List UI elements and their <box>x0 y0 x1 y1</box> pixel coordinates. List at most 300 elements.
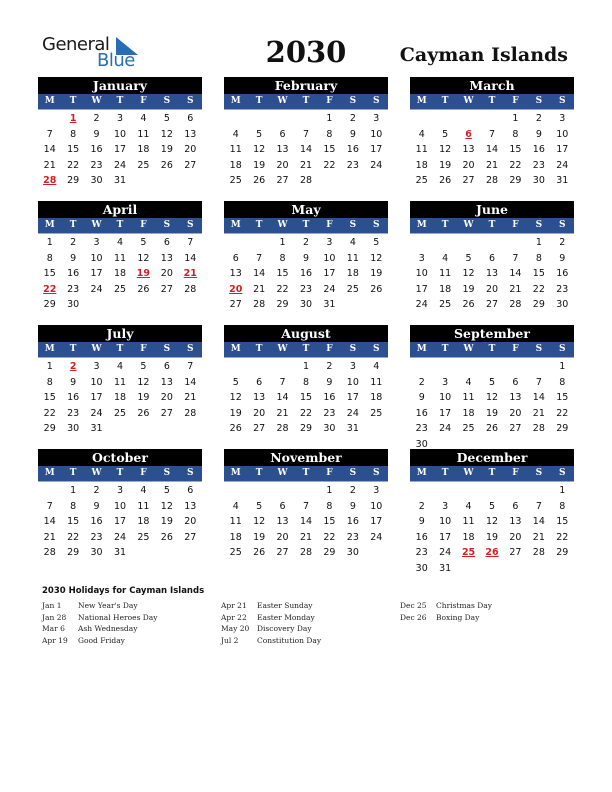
day-cell: 27 <box>485 299 499 310</box>
day-cell: 6 <box>163 237 170 248</box>
month-february <box>224 77 388 189</box>
day-cell: 5 <box>465 252 472 264</box>
day-cell: 22 <box>43 407 56 419</box>
day-cell: 18 <box>137 144 150 155</box>
holiday-row <box>400 613 492 625</box>
weekday-label: W <box>91 220 102 230</box>
month-may <box>224 201 388 313</box>
day-cell: 1 <box>559 361 566 372</box>
day-cell: 1 <box>279 237 286 248</box>
day-grid <box>38 234 202 313</box>
day-cell: 13 <box>184 500 197 512</box>
day-cell: 4 <box>465 376 472 388</box>
day-cell: 5 <box>140 361 147 372</box>
empty-cell <box>410 235 433 251</box>
day-cell: 22 <box>323 159 336 171</box>
weekday-label: T <box>116 220 124 230</box>
day-cell: 7 <box>535 500 542 512</box>
holiday-row <box>221 613 321 625</box>
weekday-label: T <box>69 468 77 478</box>
day-cell: 13 <box>160 376 173 388</box>
day-grid <box>224 110 388 189</box>
weekday-label: M <box>230 220 241 230</box>
weekday-label: M <box>44 468 55 478</box>
day-cell: 24 <box>370 531 383 543</box>
day-cell: 23 <box>415 547 428 558</box>
day-cell: 13 <box>184 128 197 140</box>
weekday-label: S <box>373 344 380 354</box>
day-cell: 10 <box>323 252 336 264</box>
day-cell: 21 <box>184 392 197 403</box>
day-cell: 1 <box>559 485 566 496</box>
empty-cell <box>457 111 480 127</box>
day-cell: 29 <box>276 299 289 310</box>
day-cell: 12 <box>485 392 499 403</box>
day-cell: 25 <box>137 531 150 543</box>
day-cell: 19 <box>253 159 266 171</box>
day-cell: 21 <box>43 531 56 543</box>
day-cell: 9 <box>418 392 425 403</box>
empty-cell <box>433 483 456 499</box>
day-cell: 18 <box>346 268 359 279</box>
day-cell: 13 <box>485 268 499 279</box>
holiday-day-cell: 1 <box>69 113 77 124</box>
weekday-label: F <box>140 344 147 354</box>
day-cell: 21 <box>43 159 56 171</box>
weekday-label: W <box>463 468 474 478</box>
day-cell: 19 <box>253 531 266 543</box>
day-cell: 3 <box>418 252 425 264</box>
day-cell: 20 <box>184 516 197 527</box>
day-cell: 12 <box>485 516 499 527</box>
day-cell: 14 <box>184 376 197 388</box>
month-july <box>38 325 202 437</box>
holiday-day-cell: 6 <box>465 128 472 140</box>
day-cell: 23 <box>90 531 103 543</box>
month-title: December <box>410 449 574 466</box>
empty-cell <box>224 235 247 251</box>
holiday-row <box>221 624 321 636</box>
weekday-label: F <box>512 96 519 106</box>
day-cell: 15 <box>323 144 336 155</box>
weekday-header <box>224 466 388 482</box>
holiday-name: Ash Wednesday <box>78 624 138 633</box>
holiday-day-cell: 2 <box>69 361 77 372</box>
day-cell: 19 <box>160 144 173 155</box>
month-september <box>410 325 574 452</box>
day-grid <box>224 234 388 313</box>
day-cell: 18 <box>113 268 127 279</box>
day-cell: 3 <box>349 361 356 372</box>
holiday-day-cell: 25 <box>461 547 476 558</box>
day-cell: 15 <box>276 268 289 279</box>
day-cell: 30 <box>299 299 313 310</box>
month-title: January <box>38 77 202 94</box>
empty-cell <box>433 235 456 251</box>
weekday-label: W <box>277 96 288 106</box>
weekday-header <box>38 94 202 110</box>
day-cell: 8 <box>70 128 77 140</box>
day-cell: 17 <box>370 516 383 527</box>
day-cell: 22 <box>323 531 336 543</box>
empty-cell <box>480 483 503 499</box>
holiday-row <box>42 601 158 613</box>
day-cell: 3 <box>442 376 449 388</box>
day-cell: 24 <box>439 423 452 434</box>
day-cell: 9 <box>326 376 333 388</box>
day-cell: 20 <box>509 407 522 419</box>
holiday-name: Constitution Day <box>257 635 322 645</box>
empty-cell <box>504 235 527 251</box>
day-cell: 2 <box>349 485 356 496</box>
day-grid <box>224 358 388 437</box>
holiday-day-cell: 21 <box>183 268 197 279</box>
weekday-label: W <box>91 468 102 478</box>
empty-cell <box>410 111 433 127</box>
day-cell: 4 <box>418 128 425 140</box>
holiday-day-cell: 20 <box>229 283 243 295</box>
day-cell: 28 <box>253 299 266 310</box>
day-cell: 31 <box>346 423 359 434</box>
weekday-label: T <box>488 220 496 230</box>
day-cell: 15 <box>67 144 80 155</box>
day-cell: 12 <box>229 392 242 403</box>
weekday-label: S <box>559 344 566 354</box>
day-cell: 20 <box>253 407 266 419</box>
day-cell: 3 <box>326 237 333 248</box>
day-cell: 6 <box>279 128 286 140</box>
day-cell: 27 <box>462 175 475 186</box>
day-cell: 25 <box>346 283 359 295</box>
day-cell: 27 <box>160 407 173 419</box>
day-cell: 3 <box>116 485 124 496</box>
day-cell: 25 <box>229 547 242 558</box>
day-cell: 10 <box>90 376 103 388</box>
weekday-label: T <box>69 96 77 106</box>
day-grid <box>410 358 574 452</box>
weekday-label: T <box>255 468 263 478</box>
weekday-label: S <box>373 220 380 230</box>
day-cell: 7 <box>512 252 519 264</box>
day-cell: 6 <box>163 361 170 372</box>
day-cell: 16 <box>415 407 428 419</box>
day-cell: 23 <box>299 283 313 295</box>
day-cell: 11 <box>370 376 383 388</box>
day-cell: 30 <box>90 175 103 186</box>
weekday-label: W <box>91 344 102 354</box>
day-cell: 20 <box>276 531 289 543</box>
weekday-label: T <box>441 96 449 106</box>
empty-cell <box>224 359 247 375</box>
day-cell: 9 <box>302 252 310 264</box>
weekday-header <box>410 342 574 358</box>
day-cell: 22 <box>532 283 545 295</box>
day-cell: 14 <box>184 252 197 264</box>
day-cell: 3 <box>373 485 380 496</box>
weekday-label: M <box>44 220 55 230</box>
day-cell: 12 <box>370 252 383 264</box>
day-cell: 16 <box>90 144 103 155</box>
day-cell: 3 <box>116 113 124 124</box>
day-cell: 7 <box>187 237 194 248</box>
holiday-row <box>42 624 158 636</box>
holiday-date: Dec 25 <box>400 601 427 610</box>
weekday-label: T <box>69 344 77 354</box>
day-cell: 9 <box>559 252 566 264</box>
day-cell: 22 <box>67 159 80 171</box>
day-cell: 31 <box>323 299 336 310</box>
day-cell: 15 <box>299 392 313 403</box>
weekday-label: F <box>512 468 519 478</box>
weekday-label: F <box>512 344 519 354</box>
months-grid <box>38 77 575 574</box>
day-cell: 23 <box>415 423 428 434</box>
day-cell: 30 <box>415 562 428 574</box>
day-cell: 5 <box>442 128 449 140</box>
day-cell: 31 <box>113 175 127 186</box>
empty-cell <box>271 359 294 375</box>
day-cell: 20 <box>462 159 475 171</box>
holiday-date: May 20 <box>221 624 250 633</box>
month-april <box>38 201 202 313</box>
weekday-label: T <box>255 96 263 106</box>
day-cell: 8 <box>46 376 53 388</box>
day-cell: 20 <box>276 159 289 171</box>
weekday-header <box>224 218 388 234</box>
day-cell: 12 <box>137 376 150 388</box>
day-cell: 27 <box>160 283 173 295</box>
day-cell: 30 <box>90 547 103 558</box>
day-cell: 16 <box>346 516 359 527</box>
day-cell: 4 <box>116 237 124 248</box>
day-cell: 29 <box>67 175 80 186</box>
day-cell: 29 <box>67 547 80 558</box>
day-grid <box>38 110 202 189</box>
day-cell: 18 <box>439 283 452 295</box>
weekday-label: S <box>373 468 380 478</box>
day-cell: 5 <box>232 376 239 388</box>
day-cell: 18 <box>229 531 242 543</box>
empty-cell <box>457 483 480 499</box>
day-cell: 2 <box>418 500 425 512</box>
day-cell: 29 <box>323 547 336 558</box>
day-cell: 10 <box>556 128 569 140</box>
weekday-header <box>38 342 202 358</box>
day-cell: 8 <box>70 500 77 512</box>
day-cell: 5 <box>488 500 496 512</box>
day-cell: 26 <box>370 283 383 295</box>
day-cell: 21 <box>532 407 545 419</box>
day-cell: 27 <box>276 175 289 186</box>
weekday-label: S <box>163 468 171 478</box>
day-cell: 26 <box>253 175 266 186</box>
day-cell: 30 <box>323 423 336 434</box>
day-cell: 25 <box>137 159 150 171</box>
day-cell: 19 <box>229 407 242 419</box>
weekday-label: F <box>140 468 147 478</box>
day-cell: 10 <box>346 376 359 388</box>
day-cell: 28 <box>276 423 289 434</box>
weekday-label: F <box>140 220 147 230</box>
day-cell: 23 <box>90 159 103 171</box>
day-cell: 1 <box>535 237 542 248</box>
empty-cell <box>480 359 503 375</box>
day-cell: 15 <box>532 268 545 279</box>
weekday-label: T <box>116 344 124 354</box>
month-title: November <box>224 449 388 466</box>
day-cell: 17 <box>113 516 127 527</box>
month-title: May <box>224 201 388 218</box>
month-title: July <box>38 325 202 342</box>
day-cell: 19 <box>439 159 452 171</box>
day-cell: 31 <box>556 175 569 186</box>
day-cell: 9 <box>418 516 425 527</box>
day-cell: 1 <box>326 113 333 124</box>
day-cell: 26 <box>485 423 499 434</box>
day-cell: 2 <box>93 485 100 496</box>
day-cell: 11 <box>113 376 127 388</box>
holiday-day-cell: 28 <box>43 175 57 186</box>
weekday-header <box>224 342 388 358</box>
holiday-day-cell: 19 <box>136 268 151 279</box>
day-cell: 6 <box>256 376 263 388</box>
day-cell: 25 <box>439 299 452 310</box>
day-cell: 8 <box>326 128 333 140</box>
day-cell: 2 <box>302 237 310 248</box>
day-cell: 16 <box>346 144 359 155</box>
weekday-label: S <box>187 468 194 478</box>
day-cell: 12 <box>160 500 173 512</box>
month-title: March <box>410 77 574 94</box>
day-cell: 17 <box>90 268 103 279</box>
day-cell: 16 <box>556 268 569 279</box>
month-title: October <box>38 449 202 466</box>
day-cell: 3 <box>559 113 566 124</box>
weekday-label: M <box>44 344 55 354</box>
day-cell: 23 <box>556 283 569 295</box>
holiday-column <box>400 601 492 624</box>
weekday-label: M <box>230 468 241 478</box>
day-cell: 26 <box>137 283 150 295</box>
day-cell: 7 <box>302 500 310 512</box>
weekday-label: S <box>349 344 357 354</box>
day-cell: 25 <box>415 175 428 186</box>
day-cell: 24 <box>323 283 336 295</box>
day-cell: 4 <box>232 500 239 512</box>
day-cell: 24 <box>90 283 103 295</box>
month-october <box>38 449 202 561</box>
day-cell: 7 <box>302 128 310 140</box>
day-cell: 30 <box>67 423 80 434</box>
day-cell: 27 <box>184 159 197 171</box>
weekday-label: S <box>559 468 566 478</box>
day-cell: 8 <box>302 376 310 388</box>
day-cell: 16 <box>90 516 103 527</box>
holiday-row <box>400 601 492 613</box>
day-cell: 5 <box>256 500 263 512</box>
day-cell: 8 <box>559 500 566 512</box>
day-grid <box>410 482 574 576</box>
day-cell: 18 <box>229 159 242 171</box>
weekday-header <box>38 218 202 234</box>
day-cell: 4 <box>116 361 124 372</box>
empty-cell <box>504 483 527 499</box>
day-cell: 24 <box>556 159 569 171</box>
weekday-label: S <box>163 344 171 354</box>
holiday-row <box>221 601 321 613</box>
day-cell: 29 <box>556 547 569 558</box>
day-cell: 24 <box>439 547 452 558</box>
weekday-label: S <box>163 96 171 106</box>
weekday-label: M <box>230 96 241 106</box>
day-cell: 2 <box>349 113 356 124</box>
empty-cell <box>433 111 456 127</box>
empty-cell <box>247 359 270 375</box>
weekday-label: S <box>187 96 194 106</box>
day-cell: 6 <box>187 485 194 496</box>
country-name: Cayman Islands <box>399 44 568 66</box>
month-title: June <box>410 201 574 218</box>
day-cell: 6 <box>232 252 239 264</box>
day-grid <box>410 234 574 313</box>
day-cell: 12 <box>253 144 266 155</box>
day-cell: 11 <box>137 500 150 512</box>
day-cell: 4 <box>232 128 239 140</box>
day-cell: 9 <box>70 252 77 264</box>
day-cell: 11 <box>137 128 150 140</box>
weekday-label: T <box>255 220 263 230</box>
day-cell: 4 <box>373 361 380 372</box>
day-cell: 7 <box>187 361 194 372</box>
weekday-label: T <box>116 468 124 478</box>
day-cell: 18 <box>462 531 475 543</box>
day-cell: 31 <box>439 562 452 574</box>
day-cell: 14 <box>299 144 313 155</box>
weekday-label: T <box>302 468 310 478</box>
day-cell: 25 <box>113 283 127 295</box>
day-cell: 16 <box>67 392 80 403</box>
day-cell: 12 <box>439 144 452 155</box>
day-cell: 26 <box>137 407 150 419</box>
day-cell: 15 <box>67 516 80 527</box>
day-cell: 27 <box>184 531 197 543</box>
day-cell: 3 <box>93 237 100 248</box>
empty-cell <box>457 359 480 375</box>
day-cell: 1 <box>512 113 519 124</box>
day-cell: 20 <box>184 144 197 155</box>
day-cell: 21 <box>485 159 499 171</box>
day-cell: 7 <box>256 252 263 264</box>
day-cell: 10 <box>439 392 452 403</box>
month-title: February <box>224 77 388 94</box>
weekday-label: S <box>535 220 543 230</box>
day-cell: 25 <box>370 407 383 419</box>
day-cell: 16 <box>299 268 313 279</box>
empty-cell <box>294 483 317 499</box>
day-cell: 28 <box>509 299 522 310</box>
day-cell: 14 <box>532 392 545 403</box>
day-cell: 14 <box>43 144 56 155</box>
day-cell: 1 <box>46 361 53 372</box>
day-cell: 14 <box>532 516 545 527</box>
day-grid <box>410 110 574 189</box>
holiday-name: Boxing Day <box>436 612 480 622</box>
holiday-date: Apr 21 <box>221 601 247 610</box>
day-cell: 19 <box>137 392 150 403</box>
day-cell: 13 <box>276 516 289 527</box>
month-march <box>410 77 574 189</box>
day-cell: 2 <box>418 376 425 388</box>
